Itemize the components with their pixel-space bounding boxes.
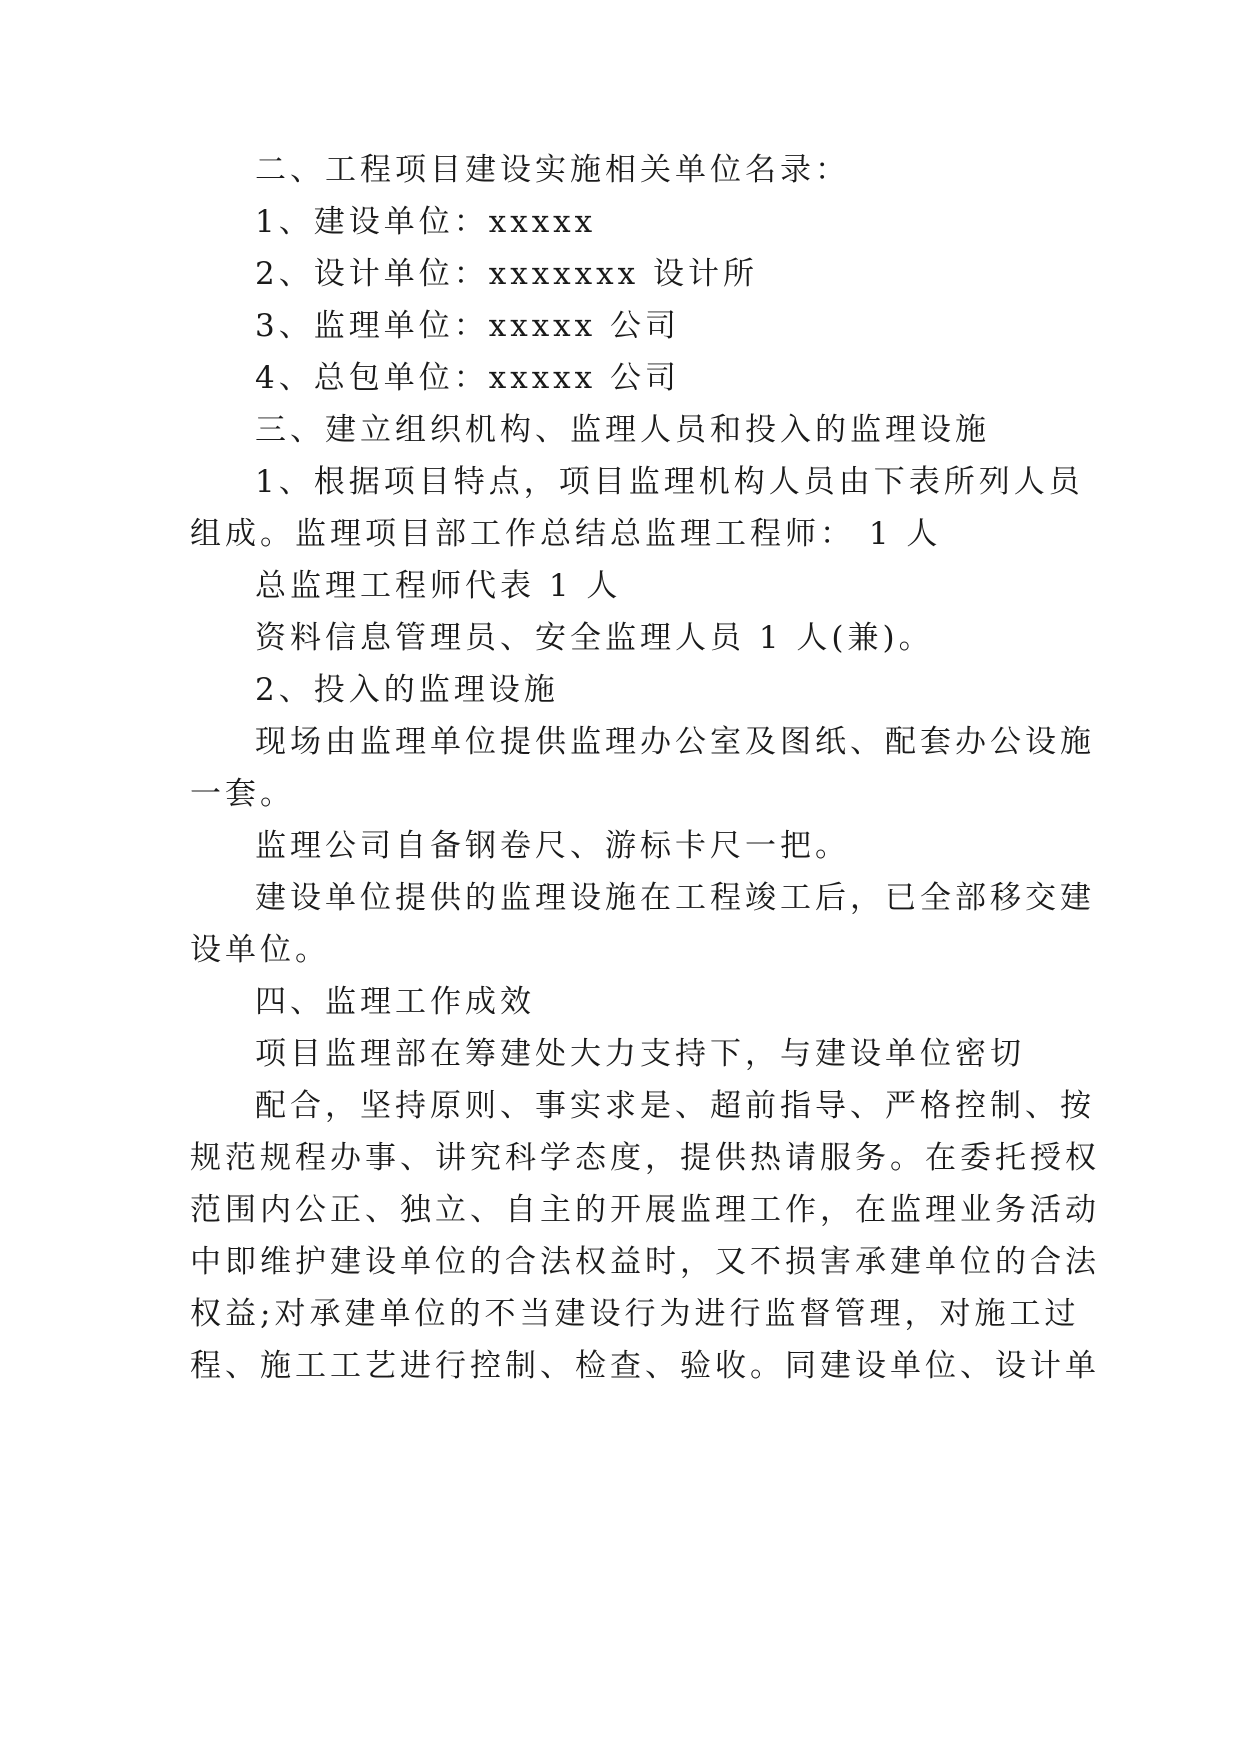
paragraph-line: 权益;对承建单位的不当建设行为进行监督管理，对施工过 bbox=[190, 1296, 1080, 1332]
heading-section-3: 三、建立组织机构、监理人员和投入的监理设施 bbox=[255, 412, 990, 448]
paragraph-line: 建设单位提供的监理设施在工程竣工后，已全部移交建 bbox=[255, 880, 1095, 916]
paragraph-line: 2、设计单位：xxxxxxx 设计所 bbox=[255, 256, 758, 292]
paragraph-line: 1、根据项目特点，项目监理机构人员由下表所列人员 bbox=[255, 464, 1084, 500]
paragraph-line: 现场由监理单位提供监理办公室及图纸、配套办公设施 bbox=[255, 724, 1095, 760]
heading-section-2: 二、工程项目建设实施相关单位名录： bbox=[255, 152, 850, 188]
heading-section-4: 四、监理工作成效 bbox=[255, 984, 535, 1020]
paragraph-line: 范围内公正、独立、自主的开展监理工作，在监理业务活动 bbox=[190, 1192, 1100, 1228]
paragraph-line: 中即维护建设单位的合法权益时，又不损害承建单位的合法 bbox=[190, 1244, 1100, 1280]
paragraph-line: 项目监理部在筹建处大力支持下，与建设单位密切 bbox=[255, 1036, 1025, 1072]
paragraph-line: 程、施工工艺进行控制、检查、验收。同建设单位、设计单 bbox=[190, 1348, 1100, 1384]
paragraph-line: 资料信息管理员、安全监理人员 1 人(兼)。 bbox=[255, 620, 934, 656]
paragraph-line: 组成。监理项目部工作总结总监理工程师： 1 人 bbox=[190, 516, 942, 552]
paragraph-line: 规范规程办事、讲究科学态度，提供热请服务。在委托授权 bbox=[190, 1140, 1100, 1176]
paragraph-line: 配合，坚持原则、事实求是、超前指导、严格控制、按 bbox=[255, 1088, 1095, 1124]
paragraph-line: 2、投入的监理设施 bbox=[255, 672, 559, 708]
paragraph-line: 一套。 bbox=[190, 776, 295, 812]
paragraph-line: 4、总包单位：xxxxx 公司 bbox=[255, 360, 680, 396]
paragraph-line: 监理公司自备钢卷尺、游标卡尺一把。 bbox=[255, 828, 850, 864]
paragraph-line: 总监理工程师代表 1 人 bbox=[255, 568, 622, 604]
paragraph-line: 设单位。 bbox=[190, 932, 330, 968]
paragraph-line: 1、建设单位：xxxxx bbox=[255, 204, 597, 240]
paragraph-line: 3、监理单位：xxxxx 公司 bbox=[255, 308, 680, 344]
